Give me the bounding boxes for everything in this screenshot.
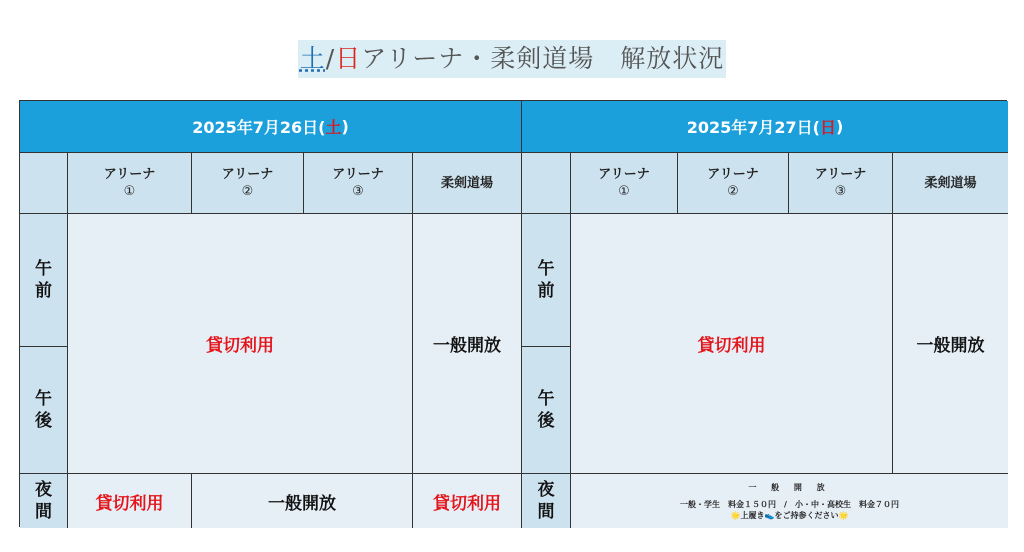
corner-cell-sun — [522, 153, 571, 214]
period-afternoon-sun — [522, 347, 571, 474]
sat-arena-23-night-status: 一般開放 — [192, 474, 413, 528]
arena-label: アリーナ — [221, 167, 274, 182]
page-title — [298, 40, 726, 78]
dow-sat: 土 — [325, 118, 342, 137]
period-char: 間 — [35, 502, 52, 522]
venue-arena-2-sun — [678, 153, 789, 214]
page-title-wrap — [0, 40, 1024, 78]
arena-label: アリーナ — [103, 167, 156, 182]
dow-sun: 日 — [819, 118, 836, 137]
sat-arena-day-status: 貸切利用 — [68, 214, 413, 474]
date-sat-close: ) — [341, 117, 349, 136]
title-text: アリーナ・柔剣道場 解放状況 — [361, 44, 725, 73]
sun-arena-day-status: 貸切利用 — [571, 214, 893, 474]
date-sun-text: 2025年7月27日( — [686, 118, 820, 137]
period-char: 前 — [537, 281, 555, 301]
period-morning-sun — [522, 214, 571, 347]
date-sun-close: ) — [835, 117, 844, 136]
arena-label: アリーナ — [598, 167, 650, 182]
title-saturday: 土 — [299, 44, 326, 73]
sun-night-status — [571, 474, 1008, 528]
arena-num: ① — [123, 184, 136, 199]
venue-dojo-sun: 柔剣道場 — [893, 153, 1008, 214]
venue-arena-3-sun — [789, 153, 893, 214]
sun-night-note: 🌟上履き👟をご持参ください🌟 — [730, 510, 849, 520]
arena-label: アリーナ — [332, 167, 384, 182]
period-char: 夜 — [537, 480, 555, 500]
arena-num: ② — [241, 184, 254, 199]
period-char: 後 — [537, 411, 555, 431]
period-morning-sat — [20, 214, 68, 347]
schedule-table — [19, 100, 1007, 527]
date-header-sun — [522, 101, 1008, 153]
sun-night-open: 一 般 開 放 — [748, 482, 831, 492]
title-sunday: 日 — [335, 44, 362, 73]
corner-cell-sat — [20, 153, 68, 214]
venue-dojo-sat: 柔剣道場 — [413, 153, 522, 214]
period-char: 午 — [537, 259, 555, 279]
arena-num: ③ — [352, 184, 364, 199]
sat-dojo-day-status: 一般開放 — [413, 214, 522, 474]
venue-arena-3-sat — [304, 153, 413, 214]
date-header-sat — [20, 101, 522, 153]
sun-night-fees: 一般・学生 料金１５０円 / 小・中・高校生 料金７０円 — [680, 499, 899, 509]
venue-arena-1-sat — [68, 153, 192, 214]
arena-num: ② — [727, 184, 739, 199]
period-char: 午 — [35, 259, 52, 279]
venue-arena-2-sat — [192, 153, 304, 214]
period-char: 午 — [537, 389, 555, 409]
arena-num: ③ — [834, 184, 847, 199]
arena-label: アリーナ — [814, 167, 867, 182]
period-char: 前 — [35, 281, 52, 301]
venue-arena-1-sun — [571, 153, 678, 214]
period-afternoon-sat — [20, 347, 68, 474]
title-slash: / — [325, 44, 336, 73]
date-sat-text: 2025年7月26日( — [192, 118, 326, 137]
arena-label: アリーナ — [707, 167, 759, 182]
sat-dojo-night-status: 貸切利用 — [413, 474, 522, 528]
period-char: 夜 — [35, 480, 52, 500]
period-char: 後 — [35, 411, 52, 431]
sat-arena-1-night-status: 貸切利用 — [68, 474, 192, 528]
sun-dojo-day-status: 一般開放 — [893, 214, 1008, 474]
period-char: 午 — [35, 389, 52, 409]
period-night-sat — [20, 474, 68, 528]
arena-num: ① — [618, 184, 630, 199]
period-char: 間 — [537, 502, 555, 522]
period-night-sun — [522, 474, 571, 528]
